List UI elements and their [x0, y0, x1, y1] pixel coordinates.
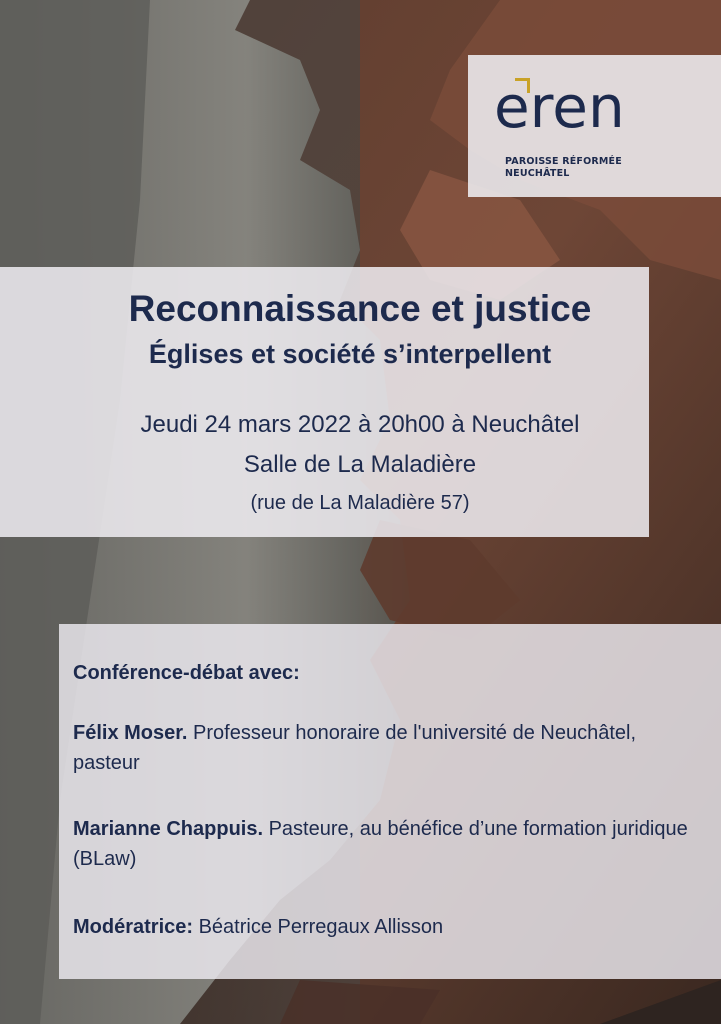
event-title: Reconnaissance et justice	[128, 288, 592, 329]
speaker-item	[73, 814, 693, 874]
event-subtitle: Églises et société s’interpellent	[148, 339, 552, 369]
speaker-name: Félix Moser.	[73, 722, 188, 744]
logo-tagline-line2: NEUCHÂTEL	[505, 168, 570, 179]
speaker-name: Marianne Chappuis.	[73, 818, 264, 840]
logo-tagline	[505, 156, 622, 180]
moderator-name: Béatrice Perregaux Allisson	[193, 916, 444, 938]
moderator-label: Modératrice:	[73, 916, 194, 938]
event-address: (rue de La Maladière 57)	[250, 492, 470, 514]
speakers-intro: Conférence-débat avec:	[73, 662, 300, 684]
event-venue: Salle de La Maladière	[243, 451, 477, 478]
speaker-description: Pasteure, au bénéfice d’une formation juridique (BLaw)	[73, 818, 688, 870]
logo-tagline-line1: PAROISSE RÉFORMÉE	[505, 156, 622, 167]
event-date: Jeudi 24 mars 2022 à 20h00 à Neuchâtel	[140, 411, 580, 438]
moderator	[73, 912, 693, 942]
speaker-description: Professeur honoraire de l'université de Neuchâtel, pasteur	[73, 722, 637, 774]
eren-logo-wordmark: eren	[494, 73, 625, 141]
logo-corner-mark-icon	[515, 78, 530, 93]
speaker-item	[73, 718, 693, 778]
